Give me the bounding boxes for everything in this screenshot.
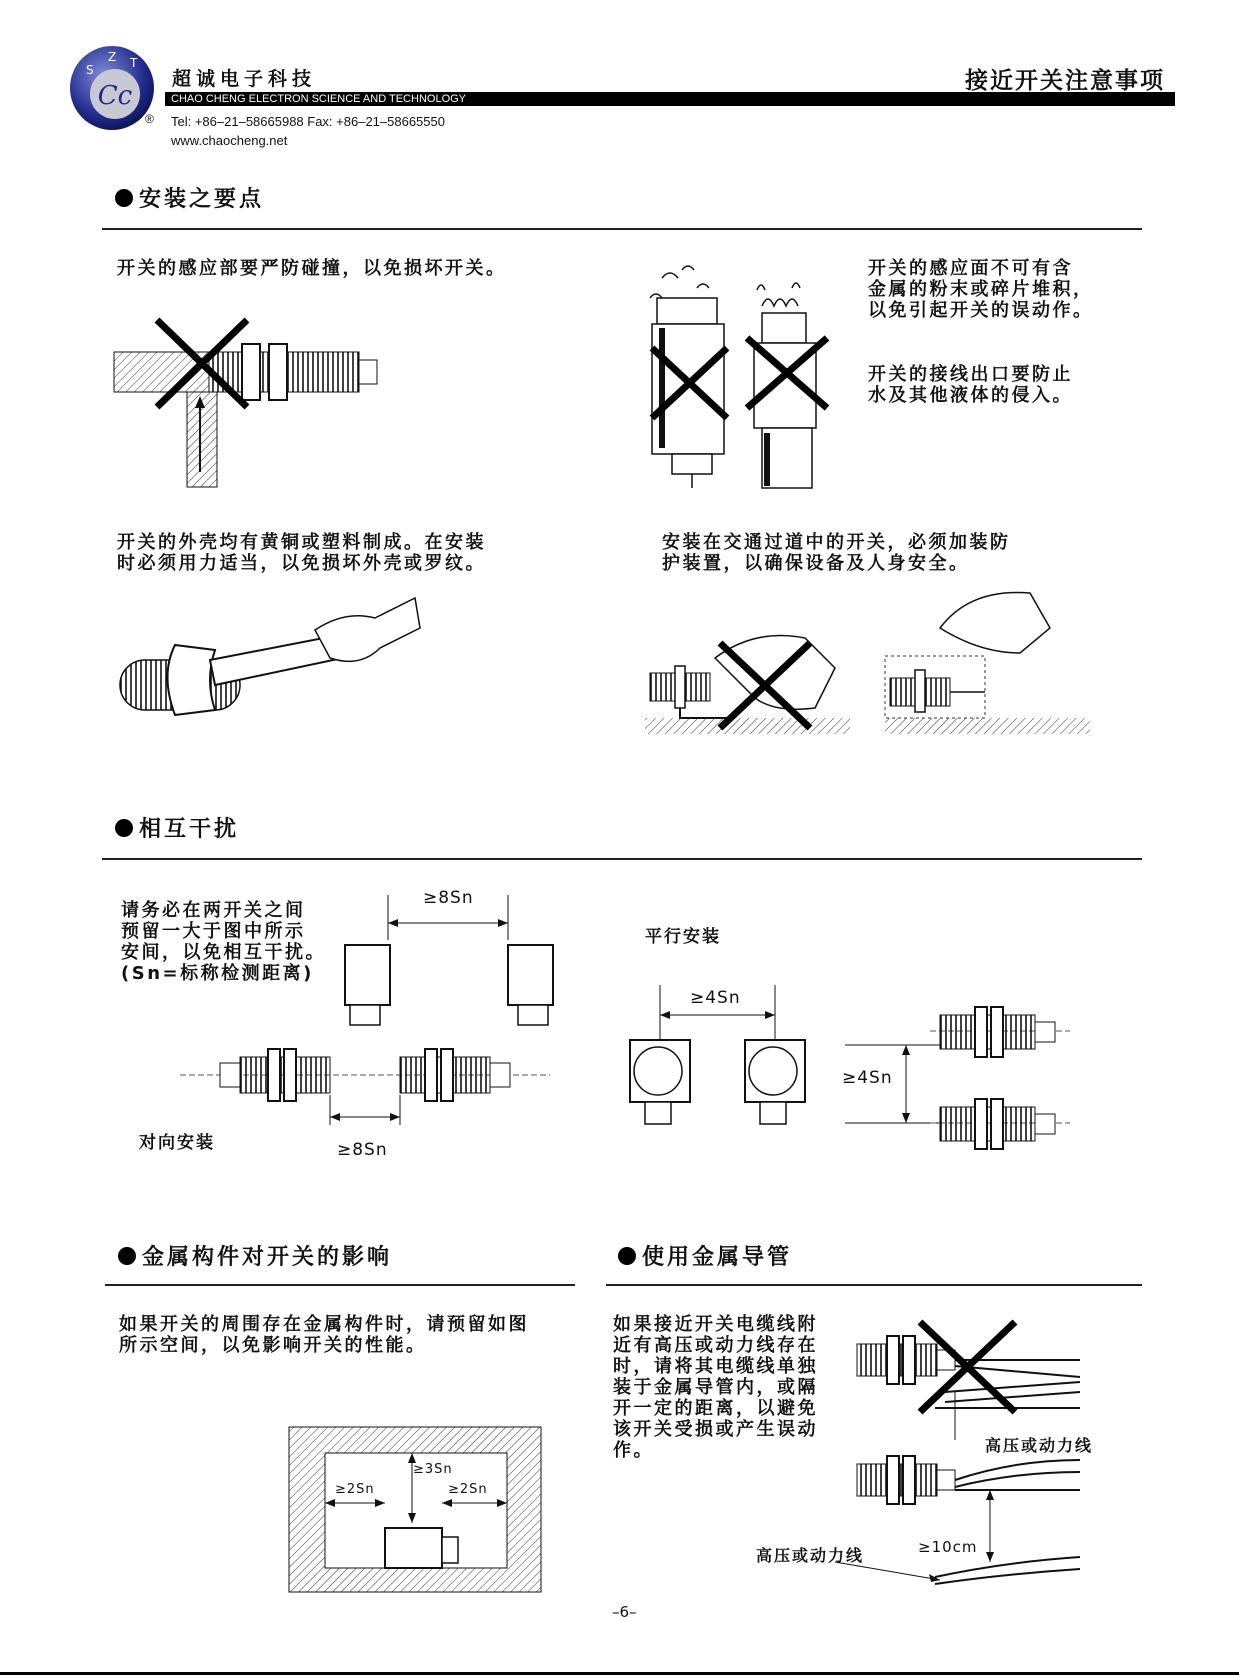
logo-mark: Cc: [97, 81, 133, 111]
section-title-interference: 相互干扰: [115, 812, 239, 843]
registered-mark: ®: [145, 112, 154, 126]
note-water: 开关的接线出口要防止 水及其他液体的侵入。: [868, 364, 1073, 406]
illustration-powder-water: [642, 258, 852, 488]
label-facing-install: 对向安装: [139, 1133, 215, 1153]
contact-info: [171, 112, 445, 150]
illustration-foot-guarded: [885, 578, 1095, 738]
note-conduit: 如果接近开关电缆线附 近有高压或动力线存在 时，请将其电缆线单独 装于金属导管内，或隔 开一定的距离，以避免 该开关受损或产生误动 作。: [613, 1314, 818, 1461]
dim-metal-right: ≥2Sn: [448, 1482, 488, 1497]
website: www.chaocheng.net: [171, 133, 288, 148]
company-name-en: CHAO CHENG ELECTRON SCIENCE AND TECHNOLOGY: [171, 93, 467, 105]
illustration-facing-install: [180, 885, 555, 1130]
logo-letter-z: Z: [108, 50, 117, 64]
label-parallel-install: 平行安装: [645, 927, 721, 947]
illustration-foot-bad: [645, 618, 855, 738]
note-impact: 开关的感应部要严防碰撞，以免损坏开关。: [117, 258, 507, 279]
page-title: 接近开关注意事项: [965, 68, 1165, 94]
note-traffic: 安装在交通过道中的开关，必须加装防 护装置，以确保设备及人身安全。: [662, 532, 1011, 574]
note-housing: 开关的外壳均有黄铜或塑料制成。在安装 时必须用力适当，以免损坏外壳或罗纹。: [117, 532, 486, 574]
illustration-metal-clearance: [287, 1425, 547, 1595]
illustration-parallel-install: [620, 995, 1070, 1145]
bullet-icon: [118, 1247, 136, 1265]
section-title-conduit: 使用金属导管: [618, 1240, 792, 1271]
contact-phone-fax: Tel: +86–21–58665988 Fax: +86–21–58665550: [171, 114, 445, 129]
footer-rule: [0, 1672, 1239, 1675]
note-metal-parts: 如果开关的周围存在金属构件时，请预留如图 所示空间，以免影响开关的性能。: [119, 1314, 529, 1356]
bullet-icon: [618, 1247, 636, 1265]
dim-facing-top: ≥8Sn: [423, 888, 474, 908]
label-power-line-bottom: 高压或动力线: [756, 1546, 865, 1565]
dim-conduit-distance: ≥10cm: [918, 1538, 978, 1556]
dim-parallel-horizontal: ≥4Sn: [690, 988, 741, 1008]
page-number: –6–: [612, 1603, 637, 1621]
section-rule: [105, 1284, 575, 1286]
illustration-impact: [112, 312, 382, 487]
dim-parallel-vertical: ≥4Sn: [842, 1068, 893, 1088]
bullet-icon: [115, 189, 133, 207]
section-title-metal-parts: 金属构件对开关的影响: [118, 1240, 392, 1271]
note-metal-powder: 开关的感应面不可有含 金属的粉末或碎片堆积， 以免引起开关的误动作。: [868, 258, 1094, 321]
section-title-installation: 安装之要点: [115, 182, 264, 213]
logo-letter-t: T: [130, 56, 138, 70]
logo-letter-s: S: [86, 63, 94, 77]
illustration-wrench: [115, 590, 415, 730]
dim-metal-left: ≥2Sn: [335, 1482, 375, 1497]
dim-metal-top: ≥3Sn: [413, 1462, 453, 1477]
label-power-line-top: 高压或动力线: [985, 1436, 1094, 1455]
section-rule: [102, 858, 1142, 860]
section-rule: [606, 1284, 1142, 1286]
company-name-cn: 超诚电子科技: [172, 68, 317, 90]
dim-facing-bottom: ≥8Sn: [337, 1140, 388, 1160]
note-interference: 请务必在两开关之间 预留一大于图中所示 安间，以免相互干扰。 (Sn=标称检测距离): [121, 900, 326, 984]
company-logo: [68, 44, 156, 132]
section-rule: [102, 228, 1142, 230]
bullet-icon: [115, 819, 133, 837]
